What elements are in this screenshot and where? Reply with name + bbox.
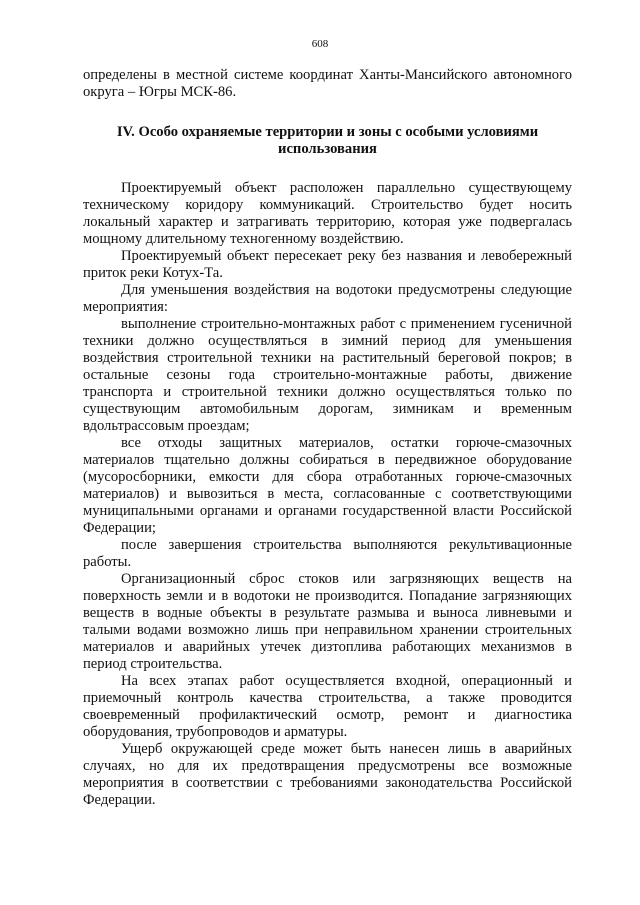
intro-paragraph: определены в местной системе координат Ханты-Мансийского автономного округа – Югры МСК-86. <box>83 67 572 100</box>
paragraph-damage: Ущерб окружающей среде может быть нанесен лишь в аварийных случаях, но для их предотвращения предусмотрены все возможные мероприятия в соответствии с требованиями законодательства Российской Федерации. <box>83 741 572 808</box>
paragraph-discharge: Организационный сброс стоков или загрязняющих веществ на поверхность земли и в водотоки не производится. Попадание загрязняющих веществ в водные объекты в результате размыва и выноса ливневыми и талыми водами возможно лишь при неправильном хранении строительных материалов и аварийных утечек дизтоплива работающих механизмов в период строительства. <box>83 571 572 672</box>
list-item-recultivation: после завершения строительства выполняются рекультивационные работы. <box>83 537 572 570</box>
list-item-waste-collection: все отходы защитных материалов, остатки горюче-смазочных материалов тщательно должны собираться в передвижное оборудование (мусоросборники, емкости для сбора отработанных горюче-смазочных материалов) и вывозиться в места, согласованные с соответствующими муниципальными органами и органами государственной власти Российской Федерации; <box>83 435 572 536</box>
paragraph-quality-control: На всех этапах работ осуществляется входной, операционный и приемочный контроль качества строительства, а также проводится своевременный профилактический осмотр, ремонт и диагностика оборудования, трубопроводов и арматуры. <box>83 673 572 740</box>
paragraph-river-crossing: Проектируемый объект пересекает реку без названия и левобережный приток реки Котух-Та. <box>83 248 572 281</box>
paragraph-measures-intro: Для уменьшения воздействия на водотоки предусмотрены следующие мероприятия: <box>83 282 572 315</box>
section-heading: IV. Особо охраняемые территории и зоны с особыми условиями использования <box>116 124 539 157</box>
paragraph-object-location: Проектируемый объект расположен параллельно существующему техническому коридору коммуникаций. Строительство будет носить локальный характер и затрагивать территорию, которая уже подвергалась мощному длительному техногенному воздействию. <box>83 180 572 247</box>
list-item-winter-works: выполнение строительно-монтажных работ с применением гусеничной техники должно осуществляться в зимний период для уменьшения воздействия строительной техники на растительный береговой покров; в остальные сезоны года строительно-монтажные работы, движение транспорта и строительной техники должно осуществляться только по существующим автомобильным дорогам, зимникам и временным вдольтрассовым проездам; <box>83 316 572 434</box>
page-number: 608 <box>311 38 329 50</box>
document-body <box>83 67 572 809</box>
